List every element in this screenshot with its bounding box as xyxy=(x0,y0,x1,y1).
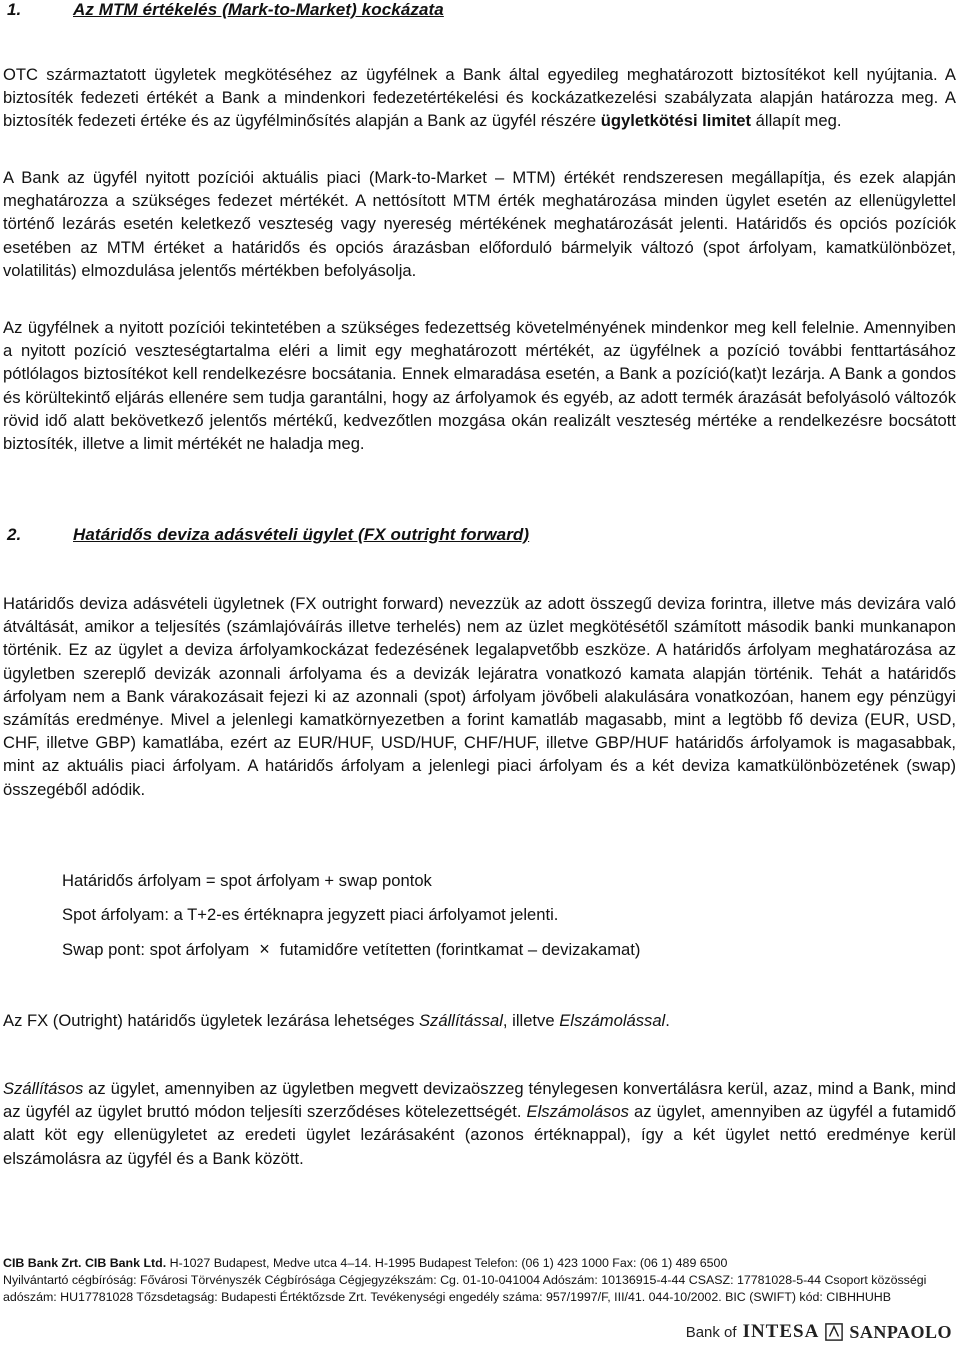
section-1-paragraph-2: A Bank az ügyfél nyitott pozíciói aktuális piaci (Mark-to-Market – MTM) értékét rendszeresen megállapítja, és ezek alapján meghatározza a szükséges fedezet mértékét. A nettósított MTM érték meghatározása minden ügylet esetén az ellenügylettel történő lezárás esetén keletkező veszteség vagy nyereség mértékének meghatározását jelenti. Határidős és opciós pozíciók esetében az MTM értéket a határidős és opciós árazásban előforduló bármelyik változó (spot árfolyam, kamatkülönbözet, volatilitás) elmozdulása jelentős mértékben befolyásolja. xyxy=(3,168,956,280)
logo-emblem-icon xyxy=(825,1323,843,1341)
multiply-icon: × xyxy=(259,939,270,959)
section-2-number: 2. xyxy=(7,525,22,544)
logo-sanpaolo: SANPAOLO xyxy=(849,1321,952,1342)
formula-forward-rate: Határidős árfolyam = spot árfolyam + swap pontok xyxy=(62,871,432,890)
section-1-heading xyxy=(7,0,444,20)
section-1-title: Az MTM értékelés (Mark-to-Market) kockázata xyxy=(73,0,444,19)
section-2-heading xyxy=(7,525,529,545)
formula-swap-point-left: Swap pont: spot árfolyam xyxy=(62,940,250,959)
formula-spot-rate: Spot árfolyam: a T+2-es értéknapra jegyzett piaci árfolyamot jelenti. xyxy=(62,905,559,924)
section-1-paragraph-1-end: állapít meg. xyxy=(751,111,842,131)
footer-address: H-1027 Budapest, Medve utca 4–14. H-1995 Budapest Telefon: (06 1) 423 1000 Fax: (06 1) 489 6500 xyxy=(166,1256,728,1270)
section-1-number: 1. xyxy=(7,0,22,19)
p3-italic-delivery: Szállításos xyxy=(3,1079,84,1098)
section-2-paragraph-3 xyxy=(3,1077,956,1170)
p2-text-a: Az FX (Outright) határidős ügyletek lezárása lehetséges xyxy=(3,1011,419,1030)
bank-logo xyxy=(686,1320,952,1344)
logo-bank-of: Bank of xyxy=(685,1323,737,1341)
section-1-paragraph-3: Az ügyfélnek a nyitott pozíciói tekintetében a szükséges fedezettség követelményének mindenkor meg kell felelnie. Amennyiben a nyitott pozíció veszteségtartalma eléri a limit egy meghatározott mértékét, az ügyfélnek a pozíció további fenttartásához pótlólagos biztosítékot kell rendelkezésre bocsátania. Ennek elmaradása esetén, a Bank a pozíció(kat)t lezárja. A Bank a gondos és körültekintő eljárás ellenére sem tudja garantálni, hogy az árfolyamok és egyéb, az adott termék árazását befolyásoló változók rövid idő alatt bekövetkező jelentős mértékű, kedvezőtlen mozgása okán realizált veszteség mértéke a rendelkezésre bocsátott biztosíték, illetve a limit mértékét ne haladja meg. xyxy=(3,318,956,454)
p3-italic-settlement: Elszámolásos xyxy=(526,1102,629,1122)
section-1-paragraph-1-text: OTC származtatott ügyletek megkötéséhez az ügyfélnek a Bank által egyedileg meghatározott biztosítékot kell nyújtania. A biztosíték fedezeti értékét a Bank a mindenkori fedezetértékelési és kockázatkezelési szabályzata alapján határozza meg. A biztosíték fedezeti értéke és az ügyfélminősítés alapján a Bank az xyxy=(3,65,956,131)
section-1-paragraph-1 xyxy=(3,63,956,133)
p2-italic-settlement: Elszámolással xyxy=(559,1011,666,1030)
logo-intesa: INTESA xyxy=(742,1321,820,1342)
footer-company-short: CIB Bank Zrt. xyxy=(3,1256,82,1270)
section-2-paragraph-1: Határidős deviza adásvételi ügyletnek (FX outright forward) nevezzük az adott összegű deviza forintra, illetve más devizára való átváltását, amikor a teljesítés (számlajóváírás illetve terhelés) nem az üzlet megkötésétől számított második banki munkanapon történik. Ez az ügylet a deviza árfolyamkockázat fedezésének legalapvetőbb eszköze. A határidős árfolyam meghatározása az ügyletben szereplő devizák azonnali árfolyama és a devizák lejáratra vonatkozó kamata alapján történik. Tehát a határidős árfolyam nem a Bank várakozásait fejezi ki az azonnali (spot) árfolyam jövőbeli alakulására vonatkozóan, hanem egy pénzügyi számítás eredménye. Mivel a jelenlegi kamatkörnyezetben a forint kamatláb magasabb, mint a legtöbb fő deviza (EUR, USD, CHF, illetve GBP) kamatlába, ezért az EUR/HUF, USD/HUF, CHF/HUF, illetve GBP/HUF határidős árfolyamok is magasabbak, mint az aktuális piaci árfolyam. A határidős árfolyam a jelenlegi piaci árfolyam és a két deviza kamatkülönbözetének (swap) összegéből adódik. xyxy=(3,594,956,799)
p3-text-b: az ügylet, amennyiben az ügyfél a futamidő alatt köt egy ellenügyletet az eredeti ügylet lezárásaként (azonos értéknappal), így a két ügylet nettó eredménye kerül elszámolásra az ügyfél és a Bank között. xyxy=(3,1102,956,1168)
p3-text-a: az ügylet, amennyiben az ügyletben megvett devizaöszzeg ténylegesen konvertálásra kerül, azaz, mind a Bank, mind az ügyfél az ügylet bruttó módon teljesíti szerződéses kötelezettségét. xyxy=(3,1079,956,1122)
footer-registration: Nyilvántartó cégbíróság: Fővárosi Törvényszék Cégbírósága Cégjegyzékszám: Cg. 01-10-041004 Adószám: 10136915-4-44 CSASZ: 17781028-5-44 Csoport közösségi adószám: HU17781028 Tőzsdetagság: Budapesti Értéktőzsde Zrt. Tevékenységi engedély száma: 957/1997/F, III/41. 044-10/2002. BIC (SWIFT) kód: CIBHHUHB xyxy=(3,1273,927,1304)
section-1-paragraph-1-bold: ügyletkötési limitet xyxy=(600,111,752,131)
section-1-paragraph-1-line-start: ügyfél részére xyxy=(491,111,601,131)
formula-swap-point-right: futamidőre vetítetten (forintkamat – devizakamat) xyxy=(279,940,641,959)
footer-company-long: CIB Bank Ltd. xyxy=(84,1256,167,1270)
p2-text-c: . xyxy=(665,1011,670,1030)
section-2-paragraph-2 xyxy=(3,1009,956,1032)
p2-italic-delivery: Szállítással xyxy=(418,1011,503,1030)
footer xyxy=(3,1255,956,1306)
section-2-title: Határidős deviza adásvételi ügylet (FX outright forward) xyxy=(73,525,530,544)
formula-swap-point xyxy=(62,939,640,960)
p2-text-b: , illetve xyxy=(502,1011,560,1030)
